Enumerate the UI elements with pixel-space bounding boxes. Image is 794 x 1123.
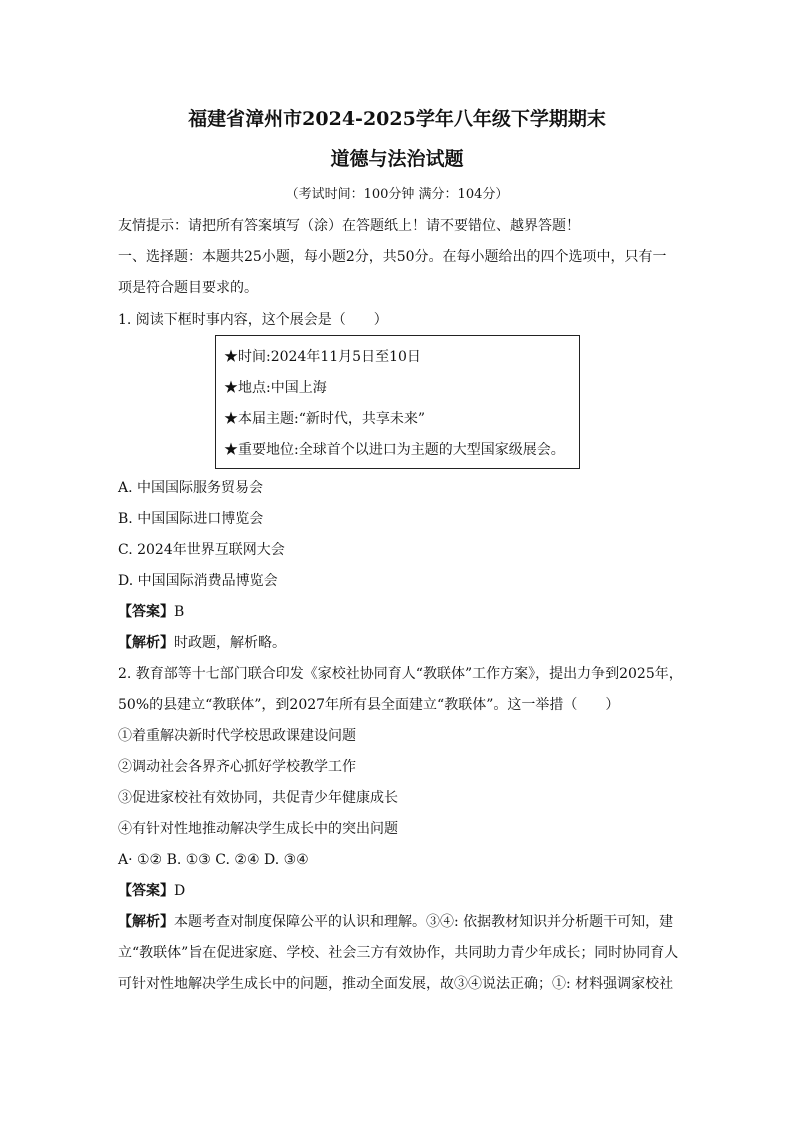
answer-label: 【答案】 (118, 604, 174, 620)
answer-label: 【答案】 (118, 883, 174, 899)
title-line-1: 福建省漳州市2024-2025学年八年级下学期期末 (188, 108, 606, 130)
answer-value: B (174, 604, 185, 620)
exam-info: （考试时间：100分钟 满分：104分） (285, 187, 509, 202)
q1-box-line: ★本届主题:“新时代，共享未来” (224, 411, 426, 427)
q2-analysis-line2: 立“教联体”旨在促进家庭、学校、社会三方有效协作，共同助力青少年成长；同时协同育人 (118, 945, 679, 961)
q2-item: ①着重解决新时代学校思政课建设问题 (118, 728, 356, 744)
section1-line1: 一、选择题：本题共25小题，每小题2分，共50分。在每小题给出的四个选项中，只有一 (118, 249, 667, 265)
analysis-text: 时政题，解析略。 (174, 635, 286, 651)
notice: 友情提示：请把所有答案填写（涂）在答题纸上！请不要错位、越界答题！ (118, 218, 580, 234)
q1-info-box (215, 335, 580, 469)
q1-option-b: B. 中国国际进口博览会 (118, 511, 264, 527)
section1-line2: 项是符合题目要求的。 (118, 280, 258, 296)
q1-box-line: ★地点:中国上海 (224, 380, 327, 396)
q2-item: ③促进家校社有效协同，共促青少年健康成长 (118, 790, 398, 806)
q2-analysis-line3: 可针对性地解决学生成长中的问题，推动全面发展，故③④说法正确；①: 材料强调家校社 (118, 976, 674, 992)
q1-answer (118, 602, 184, 622)
title-line-2: 道德与法治试题 (330, 148, 464, 170)
q1-option-d: D. 中国国际消费品博览会 (118, 573, 278, 589)
q2-stem-line2: 50%的县建立“教联体”，到2027年所有县全面建立“教联体”。这一举措（ ） (118, 697, 620, 713)
analysis-label: 【解析】 (118, 914, 174, 930)
q1-option-c: C. 2024年世界互联网大会 (118, 542, 285, 558)
q1-box-line: ★时间:2024年11月5日至10日 (224, 349, 421, 365)
q2-options: A· ①② B. ①③ C. ②④ D. ③④ (118, 852, 309, 868)
q2-answer (118, 881, 185, 901)
q1-option-a: A. 中国国际服务贸易会 (118, 480, 264, 496)
q2-analysis-line1 (118, 912, 673, 932)
q1-analysis (118, 633, 286, 653)
answer-value: D (174, 883, 186, 899)
q2-item: ④有针对性地推动解决学生成长中的突出问题 (118, 821, 398, 837)
q1-stem: 1. 阅读下框时事内容，这个展会是（ ） (118, 312, 388, 328)
q2-stem-line1: 2. 教育部等十七部门联合印发《家校社协同育人“教联体”工作方案》，提出力争到2025年， (118, 666, 683, 682)
q2-item: ②调动社会各界齐心抓好学校教学工作 (118, 759, 356, 775)
analysis-label: 【解析】 (118, 635, 174, 651)
q1-box-line: ★重要地位:全球首个以进口为主题的大型国家级展会。 (224, 442, 565, 458)
analysis-text: 本题考查对制度保障公平的认识和理解。③④: 依据教材知识并分析题干可知，建 (174, 914, 674, 930)
